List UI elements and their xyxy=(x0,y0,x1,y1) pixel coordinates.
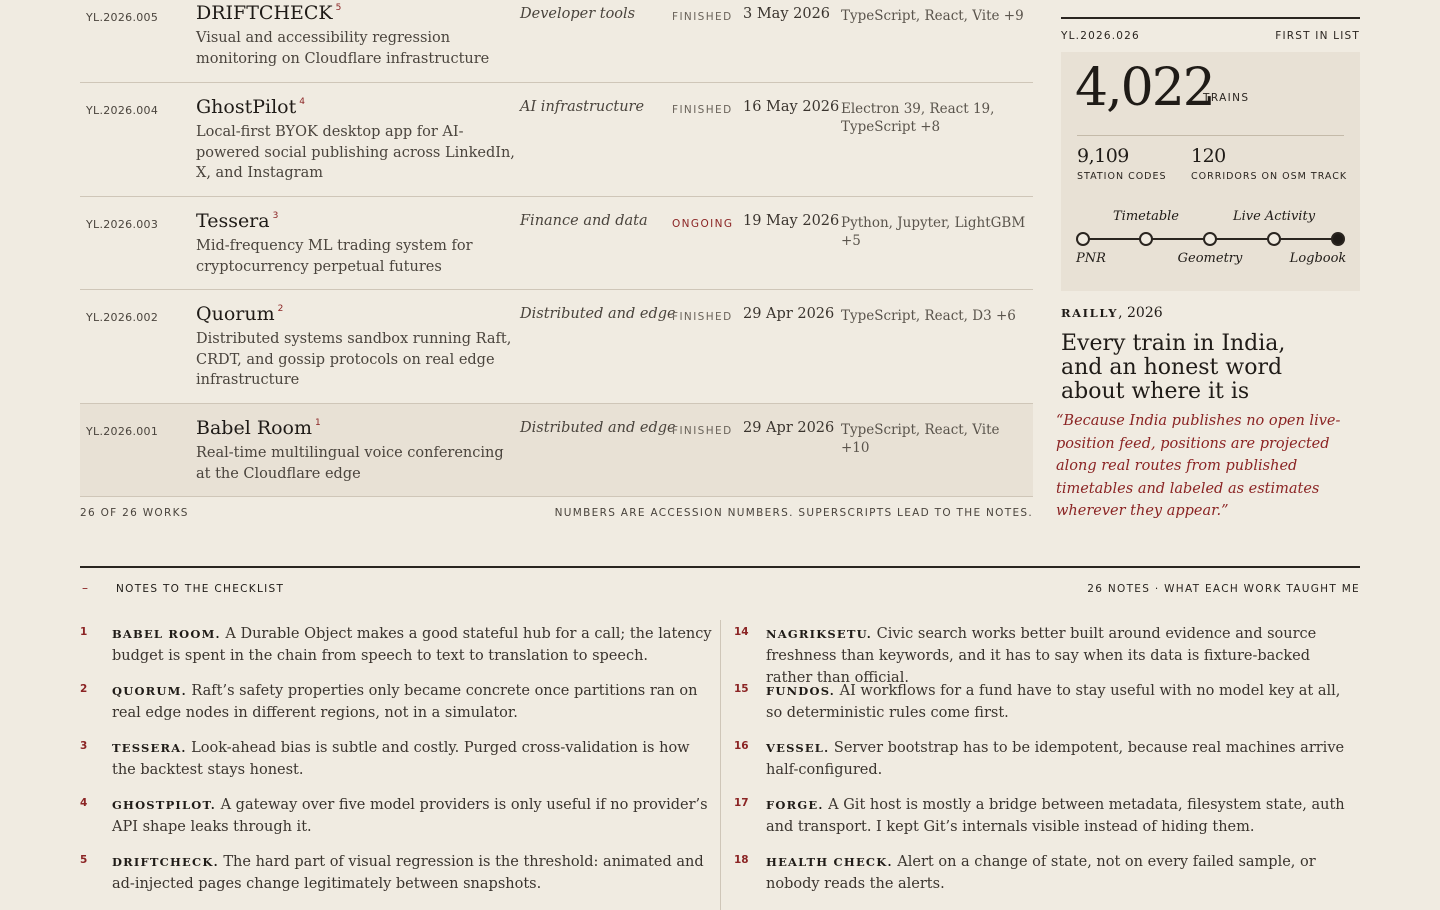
note-number[interactable]: 1 xyxy=(80,626,88,638)
featured-brand[interactable] xyxy=(1061,305,1163,321)
note-body: A Git host is mostly a bridge between metadata, filesystem state, auth and transport. I kept Git’s internals visible instead of hiding them. xyxy=(766,797,1345,835)
note-number[interactable]: 4 xyxy=(80,797,88,809)
featured-headline[interactable]: Every train in India, and an honest word about where it is xyxy=(1061,331,1286,404)
phase-label-logbook: Logbook xyxy=(1289,251,1347,266)
notes-section xyxy=(80,566,1360,900)
note-body: AI workflows for a fund have to stay useful with no model key at all, so deterministic rules come first. xyxy=(766,683,1341,721)
work-date: 16 May 2026 xyxy=(743,99,840,115)
work-category: Distributed and edge xyxy=(520,420,676,436)
notes-title: NOTES TO THE CHECKLIST xyxy=(116,583,285,595)
table-row[interactable] xyxy=(80,197,1033,290)
note-text xyxy=(112,680,712,724)
note-text xyxy=(766,794,1360,838)
note-key: NAGRIKSETU. xyxy=(766,627,872,641)
notes-column-divider xyxy=(720,620,721,910)
note-body: Server bootstrap has to be idempotent, because real machines arrive half-configured. xyxy=(766,740,1345,778)
work-description: Local-first BYOK desktop app for AI-powered social publishing across LinkedIn, X, and Instagram xyxy=(196,124,515,181)
phase-label-geometry: Geometry xyxy=(1177,251,1243,266)
accession-number: YL.2026.002 xyxy=(86,311,159,324)
featured-accession: YL.2026.026 xyxy=(1061,30,1140,42)
status-badge: FINISHED xyxy=(672,311,733,323)
note-key: FORGE. xyxy=(766,798,824,812)
work-description: Mid-frequency ML trading system for cryptocurrency perpetual futures xyxy=(196,238,473,275)
work-tech: Electron 39, React 19, TypeScript +8 xyxy=(841,101,995,135)
phase-dot xyxy=(1076,232,1090,246)
note-ref-link[interactable]: 1 xyxy=(315,418,321,428)
corridors-value: 120 xyxy=(1191,145,1226,167)
work-title-text[interactable]: Tessera xyxy=(196,210,270,232)
trains-count: 4,022 xyxy=(1075,58,1214,118)
notes-rule xyxy=(80,566,1360,568)
work-title-text[interactable]: Babel Room xyxy=(196,417,313,439)
card-divider xyxy=(1077,135,1344,136)
note-ref-link[interactable]: 4 xyxy=(299,97,305,107)
table-row[interactable] xyxy=(80,290,1033,404)
work-category: Distributed and edge xyxy=(520,306,676,322)
note-number[interactable]: 15 xyxy=(734,683,749,695)
note-text xyxy=(766,737,1360,781)
phase-label-live-activity: Live Activity xyxy=(1232,209,1316,224)
note-key: BABEL ROOM. xyxy=(112,627,221,641)
featured-quote: “Because India publishes no open live-position feed, positions are projected along real routes from published timetables and labeled as estimates wherever they appear.” xyxy=(1056,413,1341,519)
work-description: Distributed systems sandbox running Raft, CRDT, and gossip protocols on real edge infrastructure xyxy=(196,331,512,388)
work-date: 3 May 2026 xyxy=(743,6,831,22)
work-tech: TypeScript, React, Vite +10 xyxy=(841,422,1000,456)
note-ref-link[interactable]: 3 xyxy=(272,211,279,221)
accession-number: YL.2026.001 xyxy=(86,425,159,438)
work-title-text[interactable]: Quorum xyxy=(196,303,275,325)
work-tech: TypeScript, React, D3 +6 xyxy=(841,308,1016,324)
notes-meta: 26 NOTES · WHAT EACH WORK TAUGHT ME xyxy=(1087,583,1360,595)
note-number[interactable]: 18 xyxy=(734,854,749,866)
accession-number: YL.2026.004 xyxy=(86,104,159,117)
phase-dot xyxy=(1139,232,1153,246)
note-body: Alert on a change of state, not on every failed sample, or nobody reads the alerts. xyxy=(766,854,1316,892)
featured-brand-name[interactable]: RAILLY xyxy=(1061,306,1119,320)
corridors-label: CORRIDORS ON OSM TRACK xyxy=(1191,171,1348,182)
note-ref-link[interactable]: 2 xyxy=(277,304,284,314)
work-description: Real-time multilingual voice conferencing at the Cloudflare edge xyxy=(196,445,504,482)
work-title-text[interactable]: DRIFTCHECK xyxy=(196,2,333,24)
phase-dot xyxy=(1203,232,1217,246)
work-title[interactable] xyxy=(196,96,305,118)
note-body: Civic search works better built around evidence and source freshness than keywords, and it has to say when its data is fixture-backed rather than official. xyxy=(766,626,1317,686)
table-row[interactable] xyxy=(80,404,1033,497)
note-key: FUNDOS. xyxy=(766,684,835,698)
note-body: Look-ahead bias is subtle and costly. Purged cross-validation is how the backtest stays honest. xyxy=(112,740,690,778)
accession-number: YL.2026.005 xyxy=(86,11,159,24)
work-title-text[interactable]: GhostPilot xyxy=(196,96,297,118)
sidebar-rule xyxy=(1061,17,1360,19)
work-description: Visual and accessibility regression monitoring on Cloudflare infrastructure xyxy=(196,30,490,67)
status-badge: ONGOING xyxy=(672,218,734,230)
note-text xyxy=(112,851,712,895)
note-key: DRIFTCHECK. xyxy=(112,855,219,869)
status-badge: FINISHED xyxy=(672,425,733,437)
phase-dot xyxy=(1267,232,1281,246)
stats-card[interactable] xyxy=(1061,52,1360,291)
note-key: HEALTH CHECK. xyxy=(766,855,893,869)
trains-unit: TRAINS xyxy=(1203,92,1250,104)
note-body: A Durable Object makes a good stateful hub for a call; the latency budget is spent in the chain from speech to text to translation to speech. xyxy=(112,626,712,664)
work-date: 29 Apr 2026 xyxy=(743,306,835,322)
note-text xyxy=(766,851,1360,895)
works-count: 26 OF 26 WORKS xyxy=(80,507,189,519)
phase-dot-current xyxy=(1331,232,1345,246)
status-badge: FINISHED xyxy=(672,11,733,23)
station-codes-label: STATION CODES xyxy=(1077,171,1167,182)
phase-label-timetable: Timetable xyxy=(1113,209,1179,224)
work-date: 29 Apr 2026 xyxy=(743,420,835,436)
note-text xyxy=(112,737,712,781)
note-number[interactable]: 14 xyxy=(734,626,749,638)
phase-label-pnr: PNR xyxy=(1076,251,1106,266)
note-key: GHOSTPILOT. xyxy=(112,798,216,812)
featured-tag: FIRST IN LIST xyxy=(1275,30,1360,42)
work-category: Finance and data xyxy=(520,213,648,229)
table-row[interactable] xyxy=(80,0,1033,83)
station-codes-value: 9,109 xyxy=(1077,145,1129,167)
work-title[interactable] xyxy=(196,417,321,439)
work-category: AI infrastructure xyxy=(520,99,645,115)
note-number[interactable]: 5 xyxy=(80,854,88,866)
note-body: A gateway over five model providers is only useful if no provider’s API shape leaks through it. xyxy=(112,797,708,835)
status-badge: FINISHED xyxy=(672,104,733,116)
note-text xyxy=(112,623,712,667)
note-text xyxy=(766,680,1360,724)
note-number[interactable]: 17 xyxy=(734,797,749,809)
note-body: The hard part of visual regression is the threshold: animated and ad-injected pages change legitimately between snapshots. xyxy=(112,854,704,892)
note-text xyxy=(112,794,712,838)
note-key: VESSEL. xyxy=(766,741,830,755)
work-title[interactable] xyxy=(196,2,341,24)
note-number[interactable]: 16 xyxy=(734,740,749,752)
featured-year: , 2026 xyxy=(1118,305,1163,321)
work-category: Developer tools xyxy=(520,6,636,22)
collapse-toggle[interactable]: – xyxy=(82,581,88,595)
note-number[interactable]: 2 xyxy=(80,683,88,695)
accession-number: YL.2026.003 xyxy=(86,218,159,231)
work-tech: TypeScript, React, Vite +9 xyxy=(841,8,1024,24)
work-date: 19 May 2026 xyxy=(743,213,840,229)
note-key: QUORUM. xyxy=(112,684,187,698)
table-legend: NUMBERS ARE ACCESSION NUMBERS. SUPERSCRIPTS LEAD TO THE NOTES. xyxy=(554,507,1033,519)
work-title[interactable] xyxy=(196,210,278,232)
table-row[interactable] xyxy=(80,83,1033,197)
note-body: Raft’s safety properties only became concrete once partitions ran on real edge nodes in different regions, not in a simulator. xyxy=(112,683,698,721)
work-tech: Python, Jupyter, LightGBM +5 xyxy=(841,215,1026,249)
note-number[interactable]: 3 xyxy=(80,740,88,752)
note-ref-link[interactable]: 5 xyxy=(335,3,342,13)
note-key: TESSERA. xyxy=(112,741,187,755)
work-title[interactable] xyxy=(196,303,283,325)
